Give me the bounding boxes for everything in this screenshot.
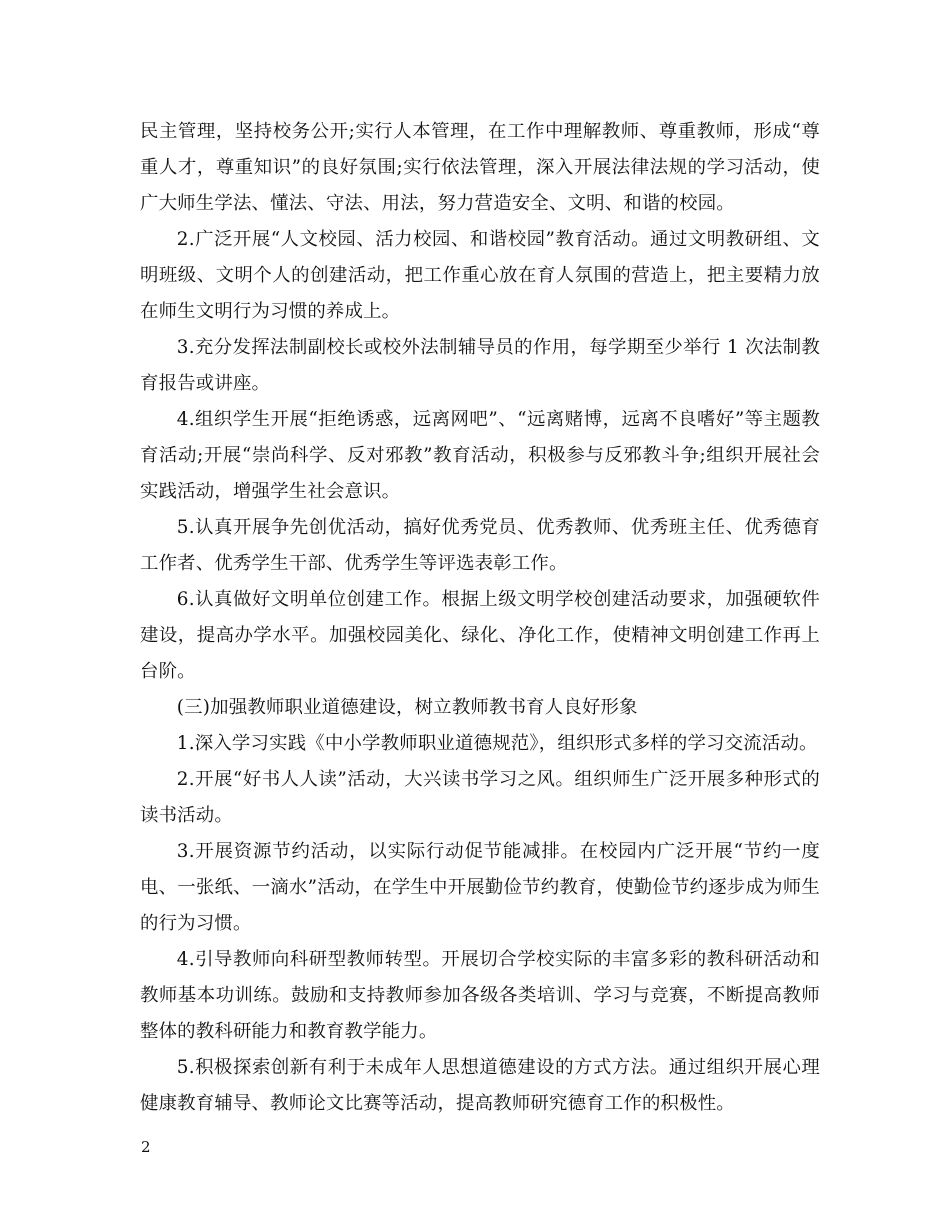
- section-heading: (三)加强教师职业道德建设，树立教师教书育人良好形象: [176, 697, 638, 718]
- paragraph: 6.认真做好文明单位创建工作。根据上级文明学校创建活动要求，加强硬软件建设，提高办学水平。加强校园美化、绿化、净化工作，使精神文明创建工作再上台阶。: [140, 589, 820, 682]
- paragraph: 5.认真开展争先创优活动，搞好优秀党员、优秀教师、优秀班主任、优秀德育工作者、优秀学生干部、优秀学生等评选表彰工作。: [140, 517, 820, 574]
- page-number: 2: [141, 1138, 151, 1156]
- paragraph: 3.开展资源节约活动，以实际行动促节能减排。在校园内广泛开展“节约一度电、一张纸、一滴水”活动，在学生中开展勤俭节约教育，使勤俭节约逐步成为师生的行为习惯。: [140, 841, 820, 934]
- document-body: [140, 114, 820, 1122]
- paragraph: 民主管理，坚持校务公开;实行人本管理，在工作中理解教师、尊重教师，形成“尊重人才，尊重知识”的良好氛围;实行依法管理，深入开展法律法规的学习活动，使广大师生学法、懂法、守法、用法，努力营造安全、文明、和谐的校园。: [140, 121, 820, 214]
- paragraph: 4.组织学生开展“拒绝诱惑，远离网吧”、“远离赌博，远离不良嗜好”等主题教育活动;开展“崇尚科学、反对邪教”教育活动，积极参与反邪教斗争;组织开展社会实践活动，增强学生社会意识。: [140, 409, 820, 502]
- paragraph: 4.引导教师向科研型教师转型。开展切合学校实际的丰富多彩的教科研活动和教师基本功训练。鼓励和支持教师参加各级各类培训、学习与竞赛，不断提高教师整体的教科研能力和教育教学能力。: [140, 949, 820, 1042]
- paragraph: 1.深入学习实践《中小学教师职业道德规范》，组织形式多样的学习交流活动。: [176, 733, 818, 754]
- paragraph: 2.广泛开展“人文校园、活力校园、和谐校园”教育活动。通过文明教研组、文明班级、文明个人的创建活动，把工作重心放在育人氛围的营造上，把主要精力放在师生文明行为习惯的养成上。: [140, 229, 820, 322]
- paragraph: 2.开展“好书人人读”活动，大兴读书学习之风。组织师生广泛开展多种形式的读书活动。: [140, 769, 820, 826]
- paragraph: 3.充分发挥法制副校长或校外法制辅导员的作用，每学期至少举行 1 次法制教育报告或讲座。: [140, 337, 820, 394]
- paragraph: 5.积极探索创新有利于未成年人思想道德建设的方式方法。通过组织开展心理健康教育辅导、教师论文比赛等活动，提高教师研究德育工作的积极性。: [140, 1057, 820, 1114]
